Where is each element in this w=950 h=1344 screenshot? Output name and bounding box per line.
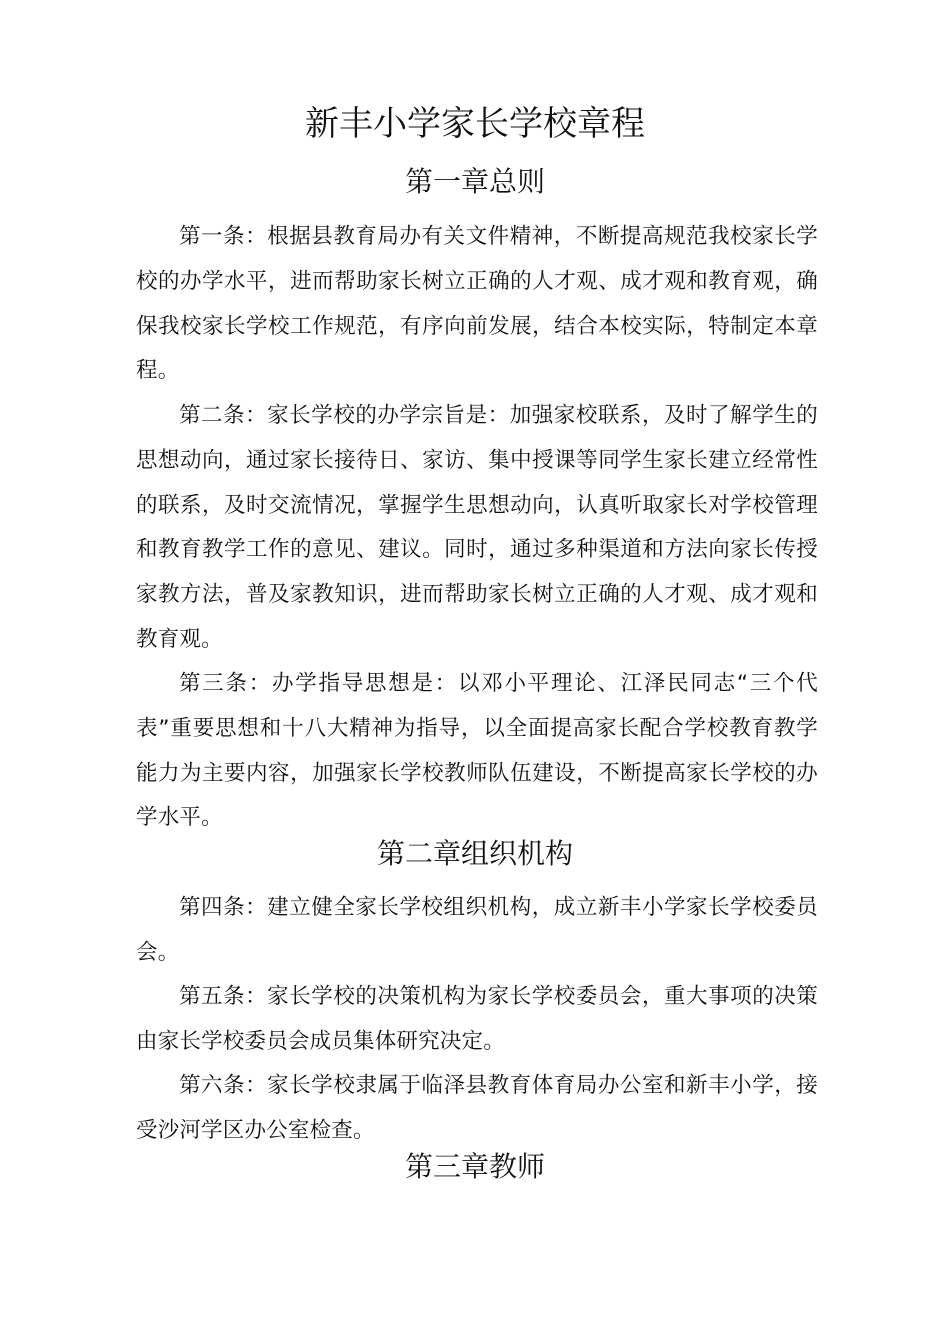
article-6: 第六条：家长学校隶属于临泽县教育体育局办公室和新丰小学，接受沙河学区办公室检查。: [136, 1073, 818, 1143]
article-2: 第二条：家长学校的办学宗旨是：加强家校联系，及时了解学生的思想动向，通过家长接待日、家访、集中授课等同学生家长建立经常性的联系，及时交流情况，掌握学生思想动向，认真听取家长对学校管理和教育教学工作的意见、建议。同时，通过多种渠道和方法向家长传授家教方法，普及家教知识，进而帮助家长树立正确的人才观、成才观和教育观。: [136, 403, 818, 652]
article-5: 第五条：家长学校的决策机构为家长学校委员会，重大事项的决策由家长学校委员会成员集体研究决定。: [136, 984, 818, 1054]
chapter-heading: 第一章总则: [404, 165, 545, 198]
document-title: 新丰小学家长学校章程: [305, 104, 645, 144]
chapter-heading: 第二章组织机构: [376, 837, 573, 870]
article-4: 第四条：建立健全家长学校组织机构，成立新丰小学家长学校委员会。: [136, 895, 818, 965]
article-1: 第一条：根据县教育局办有关文件精神，不断提高规范我校家长学校的办学水平，进而帮助家长树立正确的人才观、成才观和教育观，确保我校家长学校工作规范，有序向前发展，结合本校实际，特制定本章程。: [136, 224, 818, 384]
article-3: 第三条：办学指导思想是：以邓小平理论、江泽民同志“三个代表”重要思想和十八大精神为指导，以全面提高家长配合学校教育教学能力为主要内容，加强家长学校教师队伍建设，不断提高家长学校的办学水平。: [136, 671, 818, 831]
chapter-heading: 第三章教师: [404, 1150, 545, 1183]
